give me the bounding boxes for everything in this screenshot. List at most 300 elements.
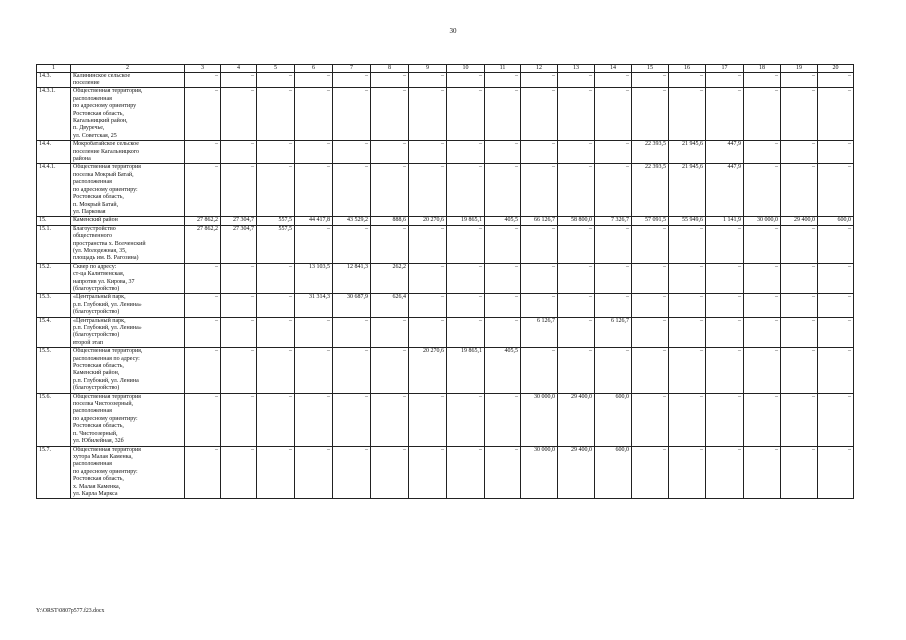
value-cell: – (257, 446, 295, 499)
column-number: 17 (706, 65, 744, 73)
value-cell: – (333, 446, 371, 499)
value-cell: – (781, 446, 818, 499)
value-cell: 43 529,2 (333, 217, 371, 225)
row-name-line: Калининское сельское (73, 72, 131, 79)
value-cell: – (781, 317, 818, 348)
value-cell: – (781, 72, 818, 88)
table-row (37, 217, 854, 225)
value-cell: – (447, 294, 485, 317)
row-name-line: п. Двуречье, (73, 125, 105, 132)
value-cell: – (632, 72, 669, 88)
column-number: 14 (595, 65, 632, 73)
value-cell: – (221, 72, 257, 88)
value-cell: – (632, 446, 669, 499)
row-name-line: поселка Мокрый Батай, (73, 171, 134, 178)
value-cell: – (521, 72, 558, 88)
row-code: 15. (37, 217, 71, 225)
value-cell: – (558, 88, 595, 141)
row-code: 14.3. (37, 72, 71, 88)
value-cell: – (485, 72, 521, 88)
value-cell: – (485, 225, 521, 263)
value-cell: – (257, 164, 295, 217)
value-cell: – (781, 164, 818, 217)
row-name-line: общественного (73, 233, 112, 240)
value-cell: – (781, 88, 818, 141)
value-cell: – (632, 225, 669, 263)
value-cell: – (185, 164, 221, 217)
row-name (71, 88, 185, 141)
value-cell: – (632, 263, 669, 294)
value-cell: – (447, 393, 485, 446)
value-cell: 30 000,0 (521, 446, 558, 499)
value-cell: – (669, 393, 706, 446)
value-cell: – (485, 141, 521, 164)
table-row (37, 225, 854, 263)
value-cell: – (185, 294, 221, 317)
value-cell: – (447, 72, 485, 88)
table-row (37, 72, 854, 88)
table-row (37, 88, 854, 141)
value-cell: 30 000,0 (521, 393, 558, 446)
value-cell: – (595, 141, 632, 164)
value-cell: 7 326,7 (595, 217, 632, 225)
value-cell: 27 304,7 (221, 217, 257, 225)
row-name-line: по адресному ориентиру: (73, 468, 138, 475)
value-cell: – (295, 164, 333, 217)
value-cell: – (447, 88, 485, 141)
row-code: 15.5. (37, 348, 71, 393)
value-cell: – (669, 263, 706, 294)
row-name (71, 348, 185, 393)
table-row (37, 164, 854, 217)
value-cell: 20 270,6 (409, 217, 447, 225)
row-code: 15.1. (37, 225, 71, 263)
row-name-line: Каменский район (73, 217, 118, 224)
row-name-line: (благоустройство) (73, 285, 120, 292)
value-cell: – (221, 446, 257, 499)
value-cell: – (185, 72, 221, 88)
row-name-line: Общественная территория, (73, 348, 143, 355)
value-cell: – (333, 317, 371, 348)
row-name-line: расположенная (73, 179, 112, 186)
value-cell: – (744, 141, 781, 164)
row-name-line: площадь им. В. Рагозина) (73, 255, 139, 262)
row-name-line: Общественная территория (73, 393, 141, 400)
value-cell: – (295, 141, 333, 164)
value-cell: – (333, 141, 371, 164)
value-cell: – (185, 446, 221, 499)
value-cell: 57 091,5 (632, 217, 669, 225)
column-number-row (37, 65, 854, 73)
row-name-line: Общественная территория (73, 164, 141, 171)
value-cell: – (221, 263, 257, 294)
row-name-line: района (73, 156, 91, 163)
value-cell: – (333, 88, 371, 141)
value-cell: 27 304,7 (221, 225, 257, 263)
row-name-line: хутора Малая Каменка, (73, 453, 133, 460)
row-name (71, 225, 185, 263)
value-cell: – (257, 393, 295, 446)
value-cell: 626,4 (371, 294, 409, 317)
value-cell: – (221, 141, 257, 164)
value-cell: – (371, 317, 409, 348)
value-cell: 447,9 (706, 141, 744, 164)
file-path-footer: Y:\ORST\0807p577.f23.docx (36, 608, 105, 614)
value-cell: 557,5 (257, 225, 295, 263)
value-cell: 888,6 (371, 217, 409, 225)
value-cell: 557,5 (257, 217, 295, 225)
row-name-line: поселение (73, 80, 100, 86)
row-name-line: расположенная (73, 461, 112, 468)
value-cell: – (371, 88, 409, 141)
row-name-line: ул. Карла Маркса (73, 490, 118, 497)
value-cell: – (744, 446, 781, 499)
value-cell: – (558, 317, 595, 348)
value-cell: – (409, 225, 447, 263)
value-cell: – (371, 72, 409, 88)
value-cell: – (295, 88, 333, 141)
row-name-line: по адресному ориентиру (73, 103, 137, 110)
row-name (71, 164, 185, 217)
value-cell: – (706, 294, 744, 317)
row-name-line: расположенная (73, 408, 112, 415)
row-name-line: (благоустройство) (73, 385, 120, 392)
value-cell: – (371, 446, 409, 499)
row-name-line: Мокробатайское сельское (73, 141, 139, 148)
value-cell: – (669, 294, 706, 317)
value-cell: – (706, 348, 744, 393)
value-cell: 31 314,3 (295, 294, 333, 317)
value-cell: – (744, 225, 781, 263)
value-cell: – (257, 317, 295, 348)
column-number: 12 (521, 65, 558, 73)
value-cell: 405,5 (485, 348, 521, 393)
row-name-line: (благоустройство) (73, 309, 120, 316)
value-cell: – (371, 141, 409, 164)
row-code: 14.4. (37, 141, 71, 164)
value-cell: – (485, 164, 521, 217)
value-cell: – (706, 72, 744, 88)
value-cell: – (744, 393, 781, 446)
row-name-line: (ул. Молодежная, 35, (73, 247, 127, 254)
row-name-line: п. Мокрый Батай, (73, 201, 119, 208)
row-code: 14.3.1. (37, 88, 71, 141)
value-cell: – (818, 263, 854, 294)
value-cell: – (371, 225, 409, 263)
value-cell: 21 945,6 (669, 141, 706, 164)
value-cell: – (333, 72, 371, 88)
value-cell: 19 865,1 (447, 217, 485, 225)
value-cell: – (185, 348, 221, 393)
row-name-line: Ростовская область, (73, 194, 124, 201)
value-cell: – (257, 88, 295, 141)
value-cell: – (632, 88, 669, 141)
row-name-line: р.п. Глубокий, ул. Ленина» (73, 301, 142, 308)
value-cell: – (595, 225, 632, 263)
row-name-line: Ростовская область, (73, 363, 124, 370)
column-number: 6 (295, 65, 333, 73)
value-cell: 66 126,7 (521, 217, 558, 225)
value-cell: – (669, 348, 706, 393)
row-name-line: поселка Чистоозерный, (73, 401, 134, 408)
value-cell: – (333, 393, 371, 446)
value-cell: 55 949,6 (669, 217, 706, 225)
value-cell: – (818, 88, 854, 141)
value-cell: 22 393,5 (632, 141, 669, 164)
page-number: 30 (449, 27, 457, 35)
column-number: 11 (485, 65, 521, 73)
value-cell: 27 862,2 (185, 217, 221, 225)
value-cell: – (295, 446, 333, 499)
value-cell: – (669, 72, 706, 88)
value-cell: – (447, 317, 485, 348)
row-name (71, 217, 185, 225)
row-name-line: пространства х. Волченский (73, 240, 146, 247)
row-name-line: р.п. Глубокий, ул. Ленина (73, 377, 139, 384)
row-name (71, 393, 185, 446)
row-name-line: «Центральный парк, (73, 317, 126, 324)
row-name-line: по адресному ориентиру: (73, 415, 138, 422)
value-cell: – (744, 263, 781, 294)
value-cell: – (521, 294, 558, 317)
value-cell: 600,0 (595, 393, 632, 446)
value-cell: – (185, 88, 221, 141)
value-cell: – (595, 348, 632, 393)
value-cell: – (521, 141, 558, 164)
value-cell: – (744, 294, 781, 317)
value-cell: 6 126,7 (521, 317, 558, 348)
row-name-line: напротив ул. Кирова, 37 (73, 278, 135, 285)
value-cell: – (706, 263, 744, 294)
value-cell: – (521, 348, 558, 393)
value-cell: – (744, 164, 781, 217)
column-number: 5 (257, 65, 295, 73)
value-cell: – (409, 88, 447, 141)
row-name (71, 72, 185, 88)
row-name-line: Кагальницкий район, (73, 118, 128, 125)
value-cell: 20 270,6 (409, 348, 447, 393)
value-cell: – (221, 294, 257, 317)
value-cell: – (558, 263, 595, 294)
value-cell: – (221, 164, 257, 217)
value-cell: – (485, 294, 521, 317)
value-cell: – (295, 317, 333, 348)
value-cell: – (632, 348, 669, 393)
value-cell: – (371, 393, 409, 446)
row-name-line: поселение Кагальницкого (73, 148, 140, 155)
budget-table (36, 64, 854, 499)
row-name (71, 263, 185, 294)
column-number: 1 (37, 65, 71, 73)
value-cell: – (409, 263, 447, 294)
value-cell: 27 862,2 (185, 225, 221, 263)
column-number: 16 (669, 65, 706, 73)
value-cell: – (558, 72, 595, 88)
value-cell: – (781, 294, 818, 317)
row-name-line: Сквер по адресу: (73, 263, 117, 270)
value-cell: – (744, 317, 781, 348)
value-cell: – (221, 317, 257, 348)
row-name-line: расположенная (73, 95, 112, 102)
table-row (37, 141, 854, 164)
row-name (71, 294, 185, 317)
value-cell: – (447, 263, 485, 294)
value-cell: – (781, 393, 818, 446)
value-cell: – (781, 348, 818, 393)
value-cell: 6 126,7 (595, 317, 632, 348)
value-cell: – (221, 88, 257, 141)
row-name (71, 317, 185, 348)
row-name-line: Общественная территория, (73, 88, 143, 95)
value-cell: – (595, 263, 632, 294)
value-cell: 262,2 (371, 263, 409, 294)
row-name-line: ст-ца Калитвенская, (73, 271, 125, 278)
row-code: 15.3. (37, 294, 71, 317)
value-cell: – (409, 317, 447, 348)
row-name-line: (благоустройство) (73, 332, 120, 339)
value-cell: – (257, 348, 295, 393)
value-cell: 30 687,9 (333, 294, 371, 317)
value-cell: – (485, 88, 521, 141)
value-cell: 447,9 (706, 164, 744, 217)
value-cell: – (485, 263, 521, 294)
value-cell: – (558, 348, 595, 393)
table-row (37, 348, 854, 393)
row-name-line: по адресному ориентиру: (73, 186, 138, 193)
value-cell: 58 800,0 (558, 217, 595, 225)
value-cell: – (669, 225, 706, 263)
value-cell: – (669, 317, 706, 348)
value-cell: – (447, 164, 485, 217)
value-cell: – (295, 225, 333, 263)
value-cell: – (185, 393, 221, 446)
value-cell: – (257, 141, 295, 164)
row-code: 15.2. (37, 263, 71, 294)
column-number: 8 (371, 65, 409, 73)
value-cell: – (632, 317, 669, 348)
value-cell: 44 417,8 (295, 217, 333, 225)
value-cell: – (521, 88, 558, 141)
value-cell: – (295, 72, 333, 88)
value-cell: 29 400,0 (558, 446, 595, 499)
value-cell: – (371, 164, 409, 217)
value-cell: – (521, 263, 558, 294)
row-name-line: Благоустройство (73, 225, 116, 232)
value-cell: 13 103,5 (295, 263, 333, 294)
value-cell: – (221, 348, 257, 393)
value-cell: – (485, 393, 521, 446)
value-cell: – (669, 88, 706, 141)
value-cell: – (221, 393, 257, 446)
value-cell: – (371, 348, 409, 393)
value-cell: – (295, 348, 333, 393)
value-cell: – (409, 72, 447, 88)
column-number: 19 (781, 65, 818, 73)
value-cell: – (447, 225, 485, 263)
value-cell: – (781, 263, 818, 294)
value-cell: – (409, 446, 447, 499)
value-cell: – (185, 141, 221, 164)
value-cell: – (706, 225, 744, 263)
row-name-line: расположенная по адресу: (73, 355, 140, 362)
value-cell: – (409, 393, 447, 446)
row-name-line: ул. Советская, 25 (73, 132, 117, 139)
value-cell: – (333, 225, 371, 263)
value-cell: – (595, 72, 632, 88)
value-cell: – (595, 88, 632, 141)
value-cell: 29 400,0 (781, 217, 818, 225)
column-number: 9 (409, 65, 447, 73)
row-name-line: х. Малая Каменка, (73, 483, 121, 490)
value-cell: 405,5 (485, 217, 521, 225)
value-cell: – (185, 317, 221, 348)
row-name-line: Общественная территория (73, 446, 141, 453)
value-cell: – (781, 141, 818, 164)
value-cell: – (669, 446, 706, 499)
value-cell: 600,0 (818, 217, 854, 225)
value-cell: 12 841,3 (333, 263, 371, 294)
value-cell: – (558, 164, 595, 217)
value-cell: 30 000,0 (744, 217, 781, 225)
value-cell: 19 865,1 (447, 348, 485, 393)
value-cell: – (818, 294, 854, 317)
table-row (37, 263, 854, 294)
row-name (71, 446, 185, 499)
table-row (37, 317, 854, 348)
value-cell: – (744, 72, 781, 88)
row-code: 15.4. (37, 317, 71, 348)
value-cell: 29 400,0 (558, 393, 595, 446)
table-row (37, 446, 854, 499)
value-cell: – (818, 317, 854, 348)
value-cell: – (595, 294, 632, 317)
value-cell: – (257, 72, 295, 88)
value-cell: – (521, 225, 558, 263)
value-cell: – (409, 141, 447, 164)
row-name-line: Каменский район, (73, 370, 120, 377)
value-cell: – (818, 393, 854, 446)
row-name-line: Ростовская область, (73, 110, 124, 117)
value-cell: – (818, 348, 854, 393)
value-cell: – (409, 294, 447, 317)
value-cell: – (818, 72, 854, 88)
value-cell: – (818, 446, 854, 499)
value-cell: – (706, 88, 744, 141)
value-cell: – (744, 348, 781, 393)
row-name-line: ул. Парковая (73, 208, 106, 215)
value-cell: – (632, 294, 669, 317)
value-cell: – (185, 263, 221, 294)
table-row (37, 393, 854, 446)
value-cell: – (257, 294, 295, 317)
column-number: 18 (744, 65, 781, 73)
row-name-line: п. Чистоозерный, (73, 430, 118, 437)
row-name-line: р.п. Глубокий, ул. Ленина» (73, 325, 142, 331)
value-cell: – (333, 164, 371, 217)
value-cell: – (706, 393, 744, 446)
row-name-line: второй этап (73, 339, 104, 346)
column-number: 20 (818, 65, 854, 73)
row-name-line: Ростовская область, (73, 476, 124, 483)
value-cell: – (447, 446, 485, 499)
row-code: 14.4.1. (37, 164, 71, 217)
row-name-line: Ростовская область, (73, 423, 124, 430)
value-cell: – (595, 164, 632, 217)
value-cell: 21 945,6 (669, 164, 706, 217)
value-cell: – (447, 141, 485, 164)
value-cell: – (744, 88, 781, 141)
row-code: 15.6. (37, 393, 71, 446)
